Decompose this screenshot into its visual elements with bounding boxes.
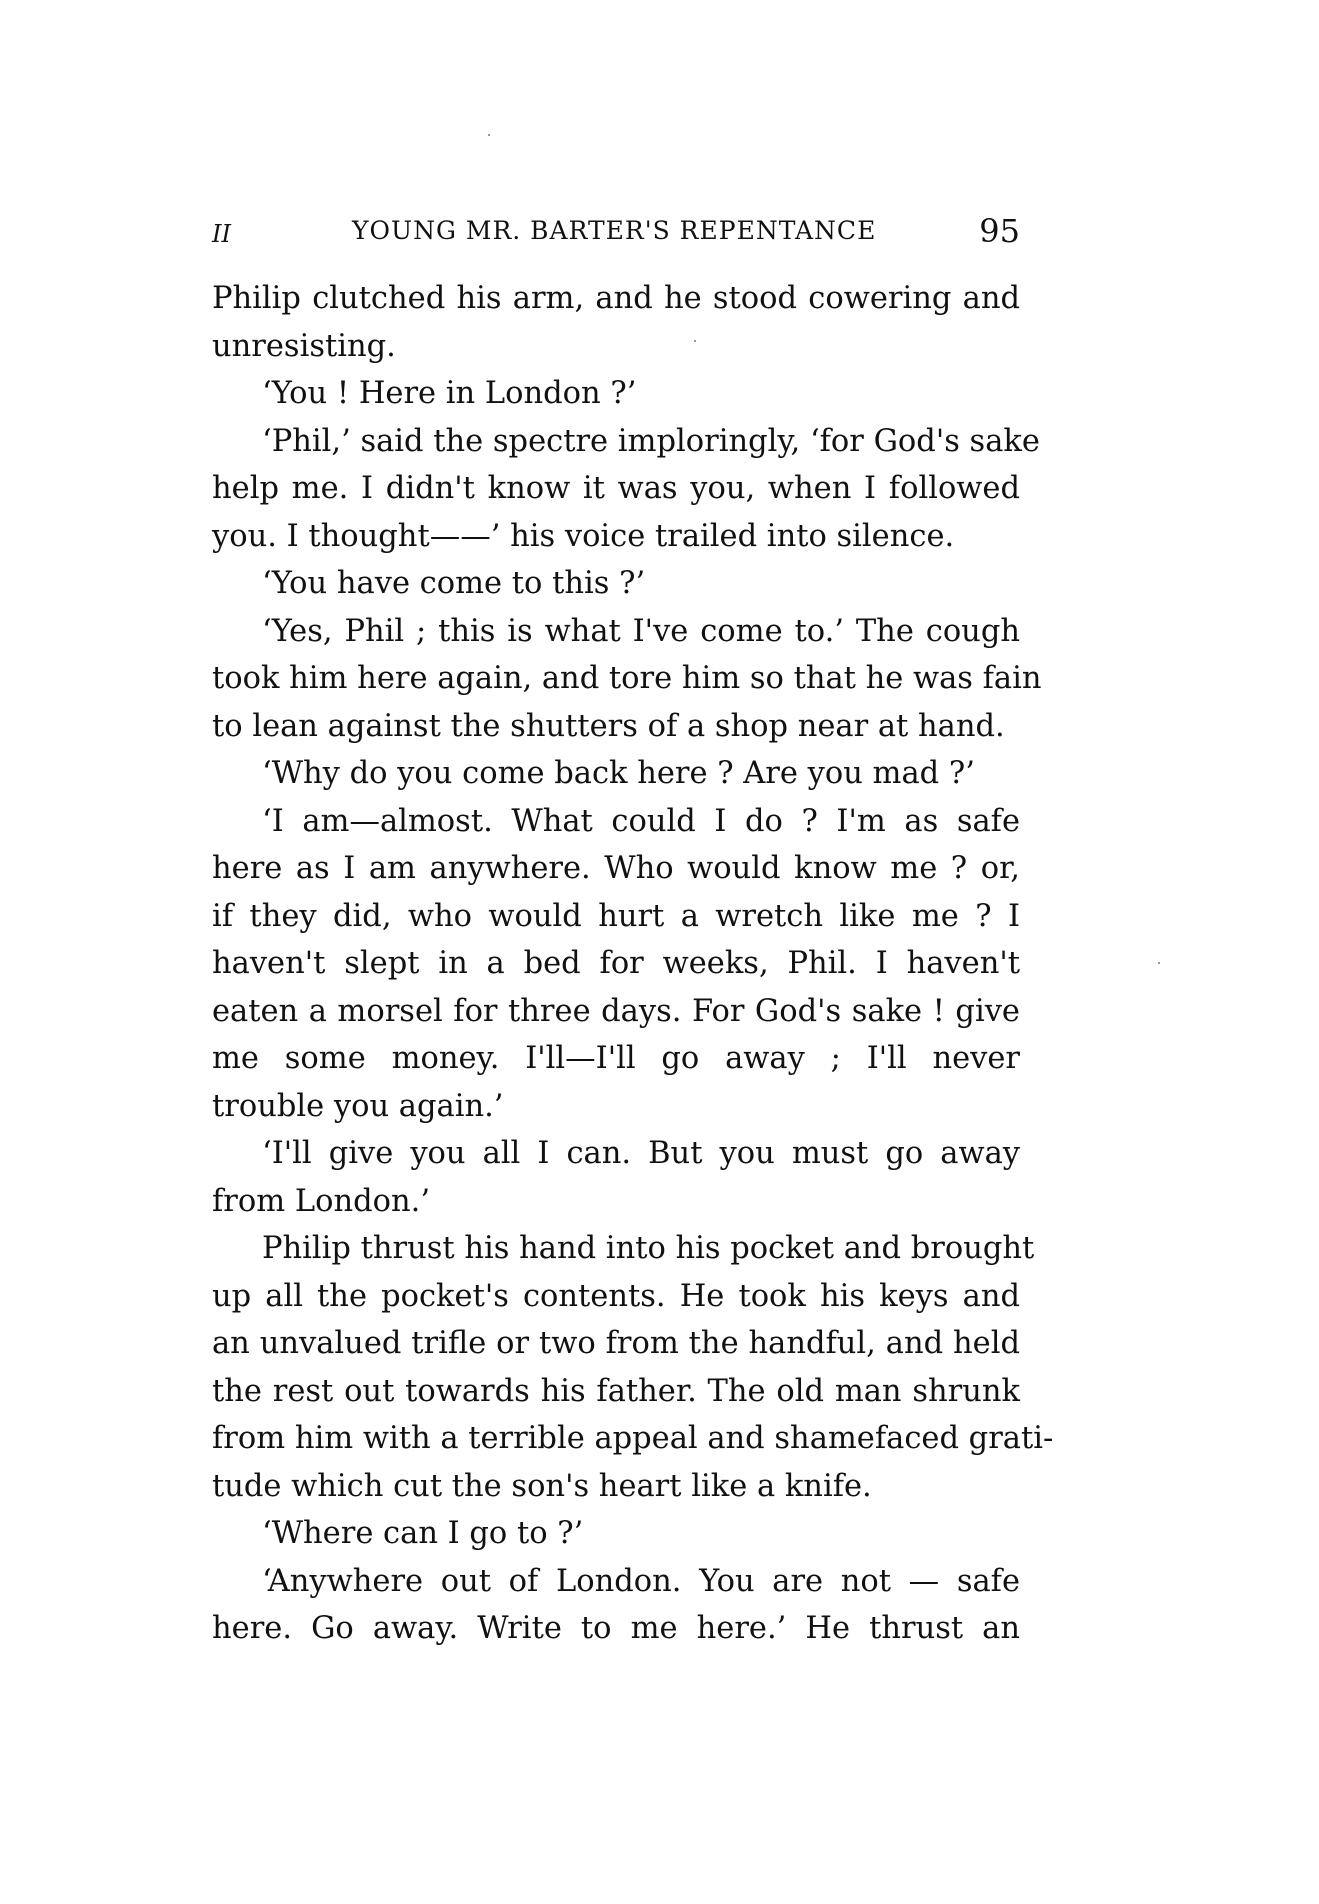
body-text xyxy=(212,275,1054,1653)
text-line: an unvalued trifle or two from the handful, and held xyxy=(212,1326,1020,1361)
text-line: from London.’ xyxy=(212,1183,431,1219)
text-line: to lean against the shutters of a shop near at hand. xyxy=(212,708,1005,744)
running-header xyxy=(212,210,1020,250)
page-number: 95 xyxy=(979,212,1020,250)
text-line: ‘Anywhere out of London. You are not — safe xyxy=(262,1563,1020,1599)
text-line: Philip thrust his hand into his pocket and brought xyxy=(262,1231,1035,1266)
text-line: up all the pocket's contents. He took his keys and xyxy=(212,1278,1020,1314)
text-line: here as I am anywhere. Who would know me ? or, xyxy=(212,851,1020,886)
text-line: ‘Where can I go to ?’ xyxy=(262,1516,584,1551)
signature-mark: II xyxy=(212,220,231,248)
text-line: you. I thought——’ his voice trailed into silence. xyxy=(212,518,955,554)
text-line: unresisting. xyxy=(212,328,396,364)
scan-speck xyxy=(488,134,490,136)
text-line: here. Go away. Write to me here.’ He thrust an xyxy=(212,1611,1020,1646)
text-line: the rest out towards his father. The old man shrunk xyxy=(212,1373,1020,1409)
text-line: trouble you again.’ xyxy=(212,1088,504,1124)
text-line: ‘You ! Here in London ?’ xyxy=(262,376,637,411)
text-line: if they did, who would hurt a wretch like me ? I xyxy=(212,898,1020,934)
text-line: ‘I am—almost. What could I do ? I'm as safe xyxy=(262,803,1020,839)
text-line: ‘Why do you come back here ? Are you mad ?’ xyxy=(262,756,975,791)
text-line: ‘Phil,’ said the spectre imploringly, ‘for God's sake xyxy=(262,423,1040,459)
text-line: ‘Yes, Phil ; this is what I've come to.’ The cough xyxy=(262,613,1020,649)
text-line: ‘I'll give you all I can. But you must go away xyxy=(262,1136,1020,1171)
text-line: help me. I didn't know it was you, when I followed xyxy=(212,471,1020,506)
text-line: Philip clutched his arm, and he stood cowering and xyxy=(212,281,1020,316)
text-line: tude which cut the son's heart like a knife. xyxy=(212,1468,872,1504)
running-title: YOUNG MR. BARTER'S REPENTANCE xyxy=(352,216,877,245)
text-line: haven't slept in a bed for weeks, Phil. I haven't xyxy=(212,946,1020,981)
text-line: took him here again, and tore him so that he was fain xyxy=(212,661,1042,696)
scan-speck xyxy=(1158,962,1160,964)
text-line: from him with a terrible appeal and shamefaced grati- xyxy=(212,1421,1054,1456)
text-line: eaten a morsel for three days. For God's sake ! give xyxy=(212,993,1020,1029)
text-line: ‘You have come to this ?’ xyxy=(262,566,646,601)
scan-speck xyxy=(694,340,696,342)
text-line: me some money. I'll—I'll go away ; I'll never xyxy=(212,1041,1020,1076)
